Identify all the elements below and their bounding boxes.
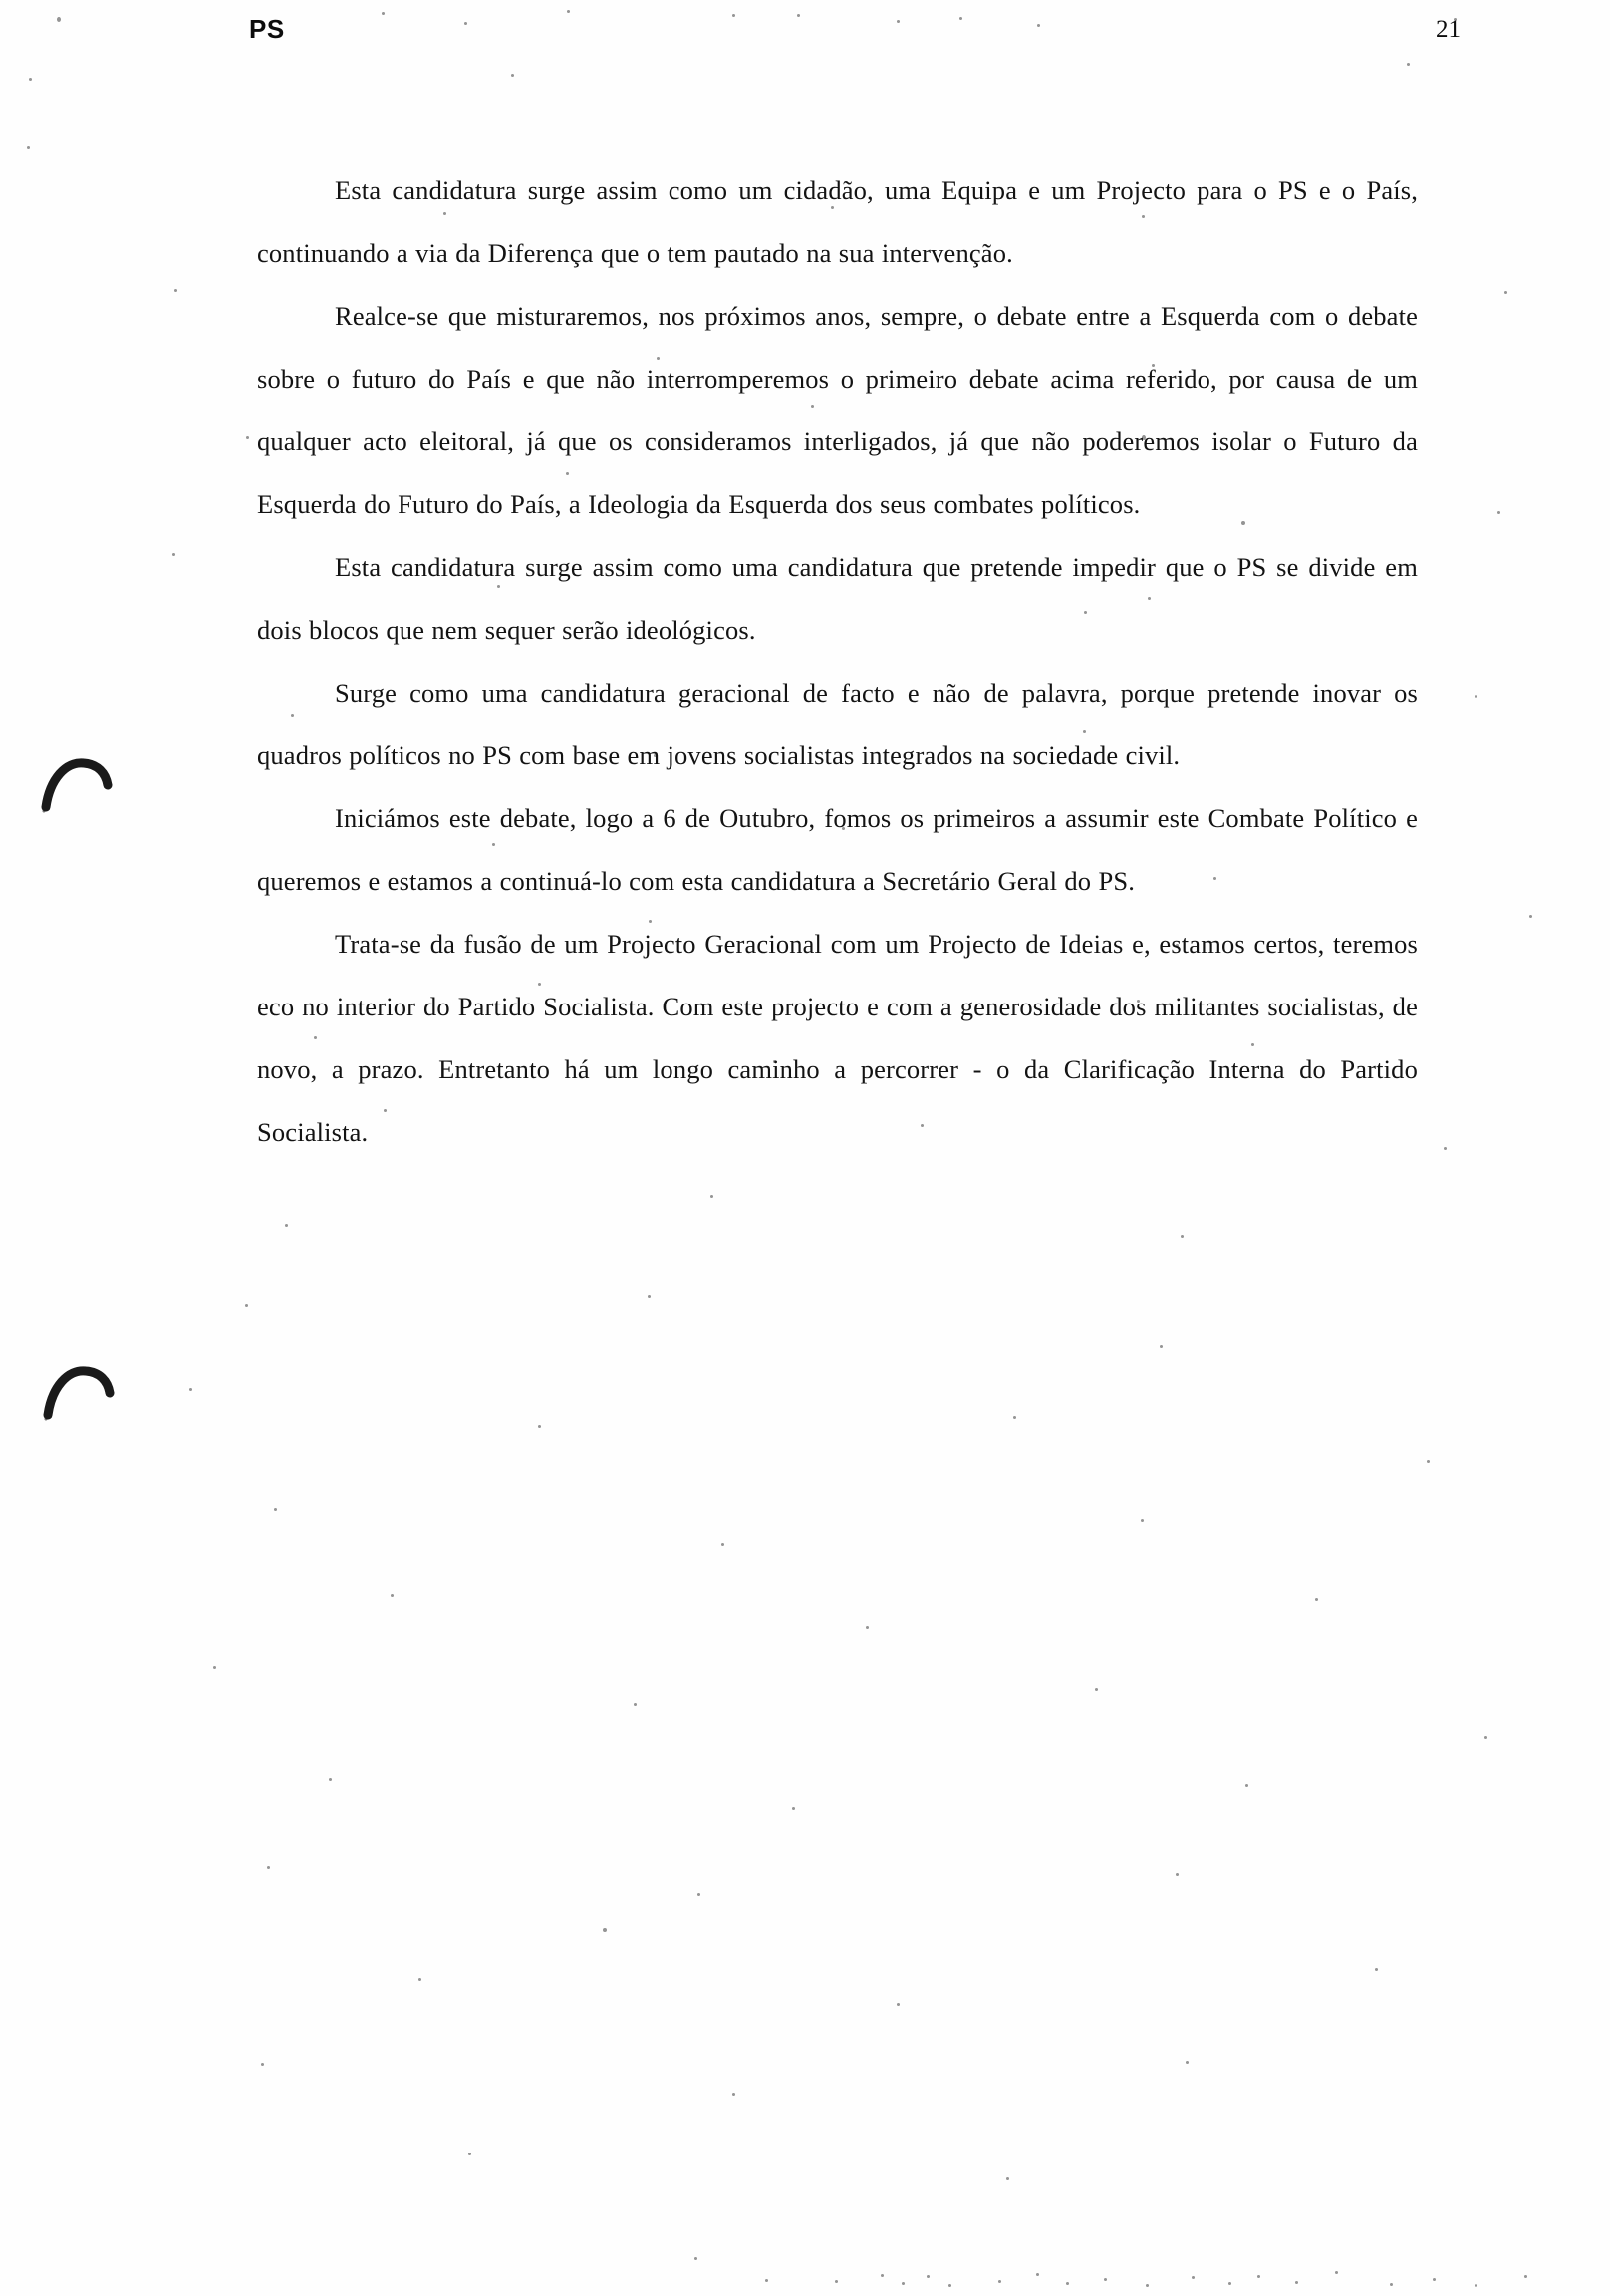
paragraph: Iniciámos este debate, logo a 6 de Outubro, fomos os primeiros a assumir este Combate Político e queremos e estamos a continuá-lo com esta candidatura a Secretário Geral do PS. bbox=[257, 803, 1418, 896]
paragraph: Realce-se que misturaremos, nos próximos anos, sempre, o debate entre a Esquerda com o debate sobre o futuro do País e que não interromperemos o primeiro debate acima referido, por causa de um qualquer acto eleitoral, já que os consideramos interligados, já que não poderemos isolar o Futuro da Esquerda do Futuro do País, a Ideologia da Esquerda dos seus combates políticos. bbox=[257, 301, 1418, 519]
paragraph: Esta candidatura surge assim como uma candidatura que pretende impedir que o PS se divide em dois blocos que nem sequer serão ideológicos. bbox=[257, 552, 1418, 645]
paragraph: Esta candidatura surge assim como um cidadão, uma Equipa e um Projecto para o PS e o País, continuando a via da Diferença que o tem pautado na sua intervenção. bbox=[257, 175, 1418, 268]
handwritten-arc-mark-icon bbox=[42, 1353, 137, 1423]
handwritten-arc-mark-icon bbox=[40, 745, 135, 815]
paragraph: Trata-se da fusão de um Projecto Geracional com um Projecto de Ideias e, estamos certos, teremos eco no interior do Partido Socialista. Com este projecto e com a generosidade dos militantes socialistas, de novo, a prazo. Entretanto há um longo caminho a percorrer - o da Clarificação Interna do Partido Socialista. bbox=[257, 929, 1418, 1147]
page-number: 21 bbox=[1436, 16, 1461, 43]
running-head-label: PS bbox=[249, 14, 285, 44]
body-text bbox=[257, 159, 1418, 1164]
running-head bbox=[249, 14, 1461, 60]
paragraph: Surge como uma candidatura geracional de facto e não de palavra, porque pretende inovar os quadros políticos no PS com base em jovens socialistas integrados na sociedade civil. bbox=[257, 678, 1418, 770]
